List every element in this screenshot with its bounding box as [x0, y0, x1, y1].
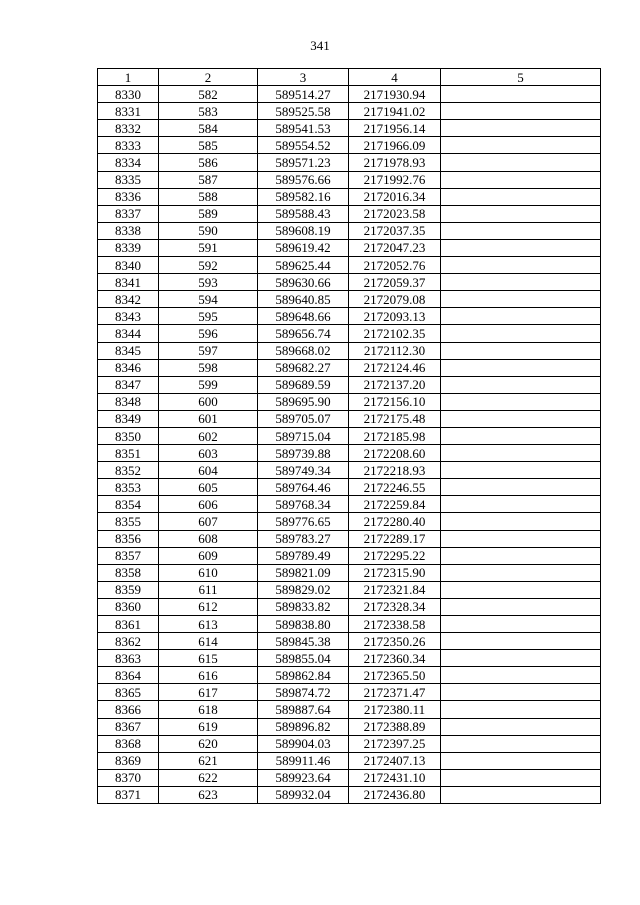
- table-row: [98, 257, 601, 274]
- table-cell: [441, 86, 601, 103]
- table-cell: [441, 667, 601, 684]
- table-cell: 589705.07: [258, 410, 349, 427]
- table-row: [98, 530, 601, 547]
- table-cell: 2172156.10: [349, 393, 441, 410]
- table-cell: 585: [159, 137, 258, 154]
- table-cell: 2171930.94: [349, 86, 441, 103]
- table-cell: 593: [159, 274, 258, 291]
- table-cell: 8342: [98, 291, 159, 308]
- table-cell: 8337: [98, 205, 159, 222]
- table-cell: [441, 616, 601, 633]
- table-cell: 8362: [98, 633, 159, 650]
- table-cell: 2171992.76: [349, 171, 441, 188]
- table-cell: 591: [159, 239, 258, 256]
- table-cell: 590: [159, 222, 258, 239]
- table-cell: 2172315.90: [349, 564, 441, 581]
- table-row: [98, 735, 601, 752]
- column-header: 3: [258, 69, 349, 86]
- table-cell: 8332: [98, 120, 159, 137]
- table-cell: [441, 239, 601, 256]
- table-cell: 611: [159, 581, 258, 598]
- table-cell: 2172246.55: [349, 479, 441, 496]
- table-cell: 589608.19: [258, 222, 349, 239]
- table-cell: 8346: [98, 359, 159, 376]
- table-cell: 589648.66: [258, 308, 349, 325]
- table-cell: 589514.27: [258, 86, 349, 103]
- table-row: [98, 786, 601, 803]
- table-cell: 2172436.80: [349, 786, 441, 803]
- table-cell: [441, 786, 601, 803]
- table-cell: 588: [159, 188, 258, 205]
- table-cell: 619: [159, 718, 258, 735]
- table-cell: 589: [159, 205, 258, 222]
- table-row: [98, 325, 601, 342]
- table-cell: 587: [159, 171, 258, 188]
- table-cell: 589525.58: [258, 103, 349, 120]
- table-cell: [441, 359, 601, 376]
- table-row: [98, 633, 601, 650]
- table-row: [98, 496, 601, 513]
- table-cell: [441, 564, 601, 581]
- table-cell: [441, 496, 601, 513]
- table-header-row: [98, 69, 601, 86]
- table-cell: [441, 684, 601, 701]
- table-cell: 589911.46: [258, 752, 349, 769]
- table-row: [98, 547, 601, 564]
- table-row: [98, 308, 601, 325]
- table-cell: 605: [159, 479, 258, 496]
- table-cell: 589668.02: [258, 342, 349, 359]
- column-header: 1: [98, 69, 159, 86]
- table-cell: 8333: [98, 137, 159, 154]
- table-cell: 604: [159, 462, 258, 479]
- table-cell: [441, 701, 601, 718]
- table-cell: 603: [159, 445, 258, 462]
- table-row: [98, 205, 601, 222]
- table-cell: [441, 274, 601, 291]
- table-cell: 8366: [98, 701, 159, 718]
- table-row: [98, 718, 601, 735]
- table-cell: 589576.66: [258, 171, 349, 188]
- table-cell: [441, 325, 601, 342]
- table-cell: [441, 530, 601, 547]
- table-cell: 589630.66: [258, 274, 349, 291]
- table-cell: 8351: [98, 445, 159, 462]
- table-cell: 8365: [98, 684, 159, 701]
- table-cell: 589776.65: [258, 513, 349, 530]
- table-cell: 2172093.13: [349, 308, 441, 325]
- table-cell: [441, 257, 601, 274]
- column-header: 4: [349, 69, 441, 86]
- table-cell: 2172397.25: [349, 735, 441, 752]
- table-row: [98, 598, 601, 615]
- table-cell: 8345: [98, 342, 159, 359]
- table-cell: [441, 154, 601, 171]
- table-cell: 2171956.14: [349, 120, 441, 137]
- table-cell: 589625.44: [258, 257, 349, 274]
- table-cell: 8371: [98, 786, 159, 803]
- table-cell: 623: [159, 786, 258, 803]
- table-row: [98, 239, 601, 256]
- table-cell: 607: [159, 513, 258, 530]
- table-row: [98, 445, 601, 462]
- table-cell: 8370: [98, 769, 159, 786]
- table-cell: 612: [159, 598, 258, 615]
- table-row: [98, 684, 601, 701]
- table-cell: 2172388.89: [349, 718, 441, 735]
- table-row: [98, 222, 601, 239]
- table-cell: [441, 205, 601, 222]
- table-cell: 589619.42: [258, 239, 349, 256]
- table-cell: 2172079.08: [349, 291, 441, 308]
- table-cell: 589715.04: [258, 427, 349, 444]
- table-cell: 589656.74: [258, 325, 349, 342]
- table-cell: 8363: [98, 650, 159, 667]
- table-row: [98, 393, 601, 410]
- table-cell: [441, 547, 601, 564]
- table-cell: 2172295.22: [349, 547, 441, 564]
- table-cell: 8340: [98, 257, 159, 274]
- table-cell: 2172102.35: [349, 325, 441, 342]
- table-cell: [441, 513, 601, 530]
- table-cell: 596: [159, 325, 258, 342]
- table-row: [98, 188, 601, 205]
- table-cell: 8348: [98, 393, 159, 410]
- table-row: [98, 667, 601, 684]
- table-cell: 8350: [98, 427, 159, 444]
- table-cell: 597: [159, 342, 258, 359]
- table-cell: 589932.04: [258, 786, 349, 803]
- table-cell: 8336: [98, 188, 159, 205]
- table-row: [98, 581, 601, 598]
- table-cell: 8352: [98, 462, 159, 479]
- table-cell: 2172218.93: [349, 462, 441, 479]
- table-cell: 8339: [98, 239, 159, 256]
- table-cell: 606: [159, 496, 258, 513]
- table-cell: [441, 222, 601, 239]
- table-row: [98, 462, 601, 479]
- table-cell: 2172124.46: [349, 359, 441, 376]
- table-cell: 589682.27: [258, 359, 349, 376]
- table-row: [98, 86, 601, 103]
- table-row: [98, 701, 601, 718]
- table-cell: 592: [159, 257, 258, 274]
- table-cell: 589789.49: [258, 547, 349, 564]
- table-cell: 2171941.02: [349, 103, 441, 120]
- table-cell: 600: [159, 393, 258, 410]
- table-cell: 598: [159, 359, 258, 376]
- table-cell: [441, 393, 601, 410]
- table-row: [98, 427, 601, 444]
- table-row: [98, 154, 601, 171]
- table-cell: 8369: [98, 752, 159, 769]
- page-number: 341: [310, 38, 330, 53]
- table-cell: 8338: [98, 222, 159, 239]
- table-cell: 589838.80: [258, 616, 349, 633]
- table-cell: 2172052.76: [349, 257, 441, 274]
- table-cell: 8364: [98, 667, 159, 684]
- table-cell: 2171978.93: [349, 154, 441, 171]
- table-row: [98, 342, 601, 359]
- table-cell: [441, 308, 601, 325]
- table-cell: 8334: [98, 154, 159, 171]
- table-cell: 8359: [98, 581, 159, 598]
- table-cell: 589923.64: [258, 769, 349, 786]
- table-cell: 583: [159, 103, 258, 120]
- table-cell: [441, 291, 601, 308]
- table-cell: [441, 137, 601, 154]
- table-cell: [441, 445, 601, 462]
- table-cell: 589833.82: [258, 598, 349, 615]
- table-row: [98, 752, 601, 769]
- table-cell: 2172360.34: [349, 650, 441, 667]
- table-cell: 610: [159, 564, 258, 581]
- table-cell: [441, 410, 601, 427]
- table-cell: 589896.82: [258, 718, 349, 735]
- table-row: [98, 513, 601, 530]
- table-cell: 8349: [98, 410, 159, 427]
- table-row: [98, 410, 601, 427]
- table-cell: 609: [159, 547, 258, 564]
- table-cell: 595: [159, 308, 258, 325]
- table-row: [98, 769, 601, 786]
- table-cell: 622: [159, 769, 258, 786]
- table-cell: 589904.03: [258, 735, 349, 752]
- table-cell: 2172280.40: [349, 513, 441, 530]
- table-cell: 589768.34: [258, 496, 349, 513]
- table-cell: 589541.53: [258, 120, 349, 137]
- table-cell: 2172350.26: [349, 633, 441, 650]
- table-cell: 2172365.50: [349, 667, 441, 684]
- table-cell: 8368: [98, 735, 159, 752]
- table-cell: [441, 103, 601, 120]
- table-row: [98, 291, 601, 308]
- table-cell: 8347: [98, 376, 159, 393]
- table-row: [98, 564, 601, 581]
- table-cell: 8355: [98, 513, 159, 530]
- table-cell: 589582.16: [258, 188, 349, 205]
- table-cell: [441, 427, 601, 444]
- table-cell: [441, 462, 601, 479]
- table-cell: 589749.34: [258, 462, 349, 479]
- table-cell: [441, 188, 601, 205]
- table-cell: 2172185.98: [349, 427, 441, 444]
- table-row: [98, 479, 601, 496]
- table-cell: 2172380.11: [349, 701, 441, 718]
- table-cell: 2172208.60: [349, 445, 441, 462]
- table-cell: 601: [159, 410, 258, 427]
- table-cell: 8343: [98, 308, 159, 325]
- table-cell: 617: [159, 684, 258, 701]
- table-cell: 589862.84: [258, 667, 349, 684]
- table-cell: 594: [159, 291, 258, 308]
- table-cell: 589695.90: [258, 393, 349, 410]
- table-cell: 589874.72: [258, 684, 349, 701]
- table-cell: 2172112.30: [349, 342, 441, 359]
- table-cell: 8357: [98, 547, 159, 564]
- table-cell: 589689.59: [258, 376, 349, 393]
- table-cell: 2172338.58: [349, 616, 441, 633]
- table-cell: 613: [159, 616, 258, 633]
- table-cell: [441, 479, 601, 496]
- table-cell: 2172059.37: [349, 274, 441, 291]
- table-cell: 584: [159, 120, 258, 137]
- table-cell: 614: [159, 633, 258, 650]
- table-cell: 589764.46: [258, 479, 349, 496]
- table-cell: 2172259.84: [349, 496, 441, 513]
- table-cell: 8367: [98, 718, 159, 735]
- table-cell: 589640.85: [258, 291, 349, 308]
- table-cell: [441, 633, 601, 650]
- table-row: [98, 137, 601, 154]
- table-cell: 2172371.47: [349, 684, 441, 701]
- table-cell: 8360: [98, 598, 159, 615]
- table-cell: 8358: [98, 564, 159, 581]
- table-cell: [441, 752, 601, 769]
- table-body: [98, 86, 601, 804]
- table-cell: [441, 376, 601, 393]
- table-cell: 621: [159, 752, 258, 769]
- table-cell: 2172289.17: [349, 530, 441, 547]
- table-row: [98, 616, 601, 633]
- table-cell: 586: [159, 154, 258, 171]
- table-cell: 8330: [98, 86, 159, 103]
- table-cell: [441, 598, 601, 615]
- table-cell: 582: [159, 86, 258, 103]
- table-cell: 2172175.48: [349, 410, 441, 427]
- table-cell: [441, 120, 601, 137]
- table-cell: [441, 171, 601, 188]
- table-cell: 602: [159, 427, 258, 444]
- table-cell: [441, 342, 601, 359]
- table-cell: 589588.43: [258, 205, 349, 222]
- table-cell: 2172037.35: [349, 222, 441, 239]
- table-cell: 599: [159, 376, 258, 393]
- table-cell: [441, 769, 601, 786]
- table-cell: 8344: [98, 325, 159, 342]
- table-cell: 608: [159, 530, 258, 547]
- table-cell: 8353: [98, 479, 159, 496]
- table-cell: 589855.04: [258, 650, 349, 667]
- table-cell: [441, 735, 601, 752]
- table-cell: 2172047.23: [349, 239, 441, 256]
- table-cell: 2172431.10: [349, 769, 441, 786]
- table-cell: 589829.02: [258, 581, 349, 598]
- table-cell: 8331: [98, 103, 159, 120]
- table-cell: 2172407.13: [349, 752, 441, 769]
- table-cell: 589887.64: [258, 701, 349, 718]
- table-cell: 589554.52: [258, 137, 349, 154]
- table-cell: 589571.23: [258, 154, 349, 171]
- table-cell: 589739.88: [258, 445, 349, 462]
- table-row: [98, 376, 601, 393]
- table-row: [98, 103, 601, 120]
- table-cell: [441, 718, 601, 735]
- table-cell: [441, 650, 601, 667]
- table-cell: 589845.38: [258, 633, 349, 650]
- table-cell: 589821.09: [258, 564, 349, 581]
- table-row: [98, 274, 601, 291]
- table-cell: 8361: [98, 616, 159, 633]
- table-row: [98, 120, 601, 137]
- column-header: 2: [159, 69, 258, 86]
- table-row: [98, 171, 601, 188]
- table-cell: 8354: [98, 496, 159, 513]
- table-cell: 2172137.20: [349, 376, 441, 393]
- table-row: [98, 359, 601, 376]
- table-cell: 616: [159, 667, 258, 684]
- table-cell: 8335: [98, 171, 159, 188]
- table-cell: 615: [159, 650, 258, 667]
- table-cell: 2172016.34: [349, 188, 441, 205]
- table-cell: 2171966.09: [349, 137, 441, 154]
- table-cell: 618: [159, 701, 258, 718]
- table-cell: 2172023.58: [349, 205, 441, 222]
- coordinates-table: [97, 68, 601, 804]
- table-cell: 589783.27: [258, 530, 349, 547]
- column-header: 5: [441, 69, 601, 86]
- table-cell: 2172321.84: [349, 581, 441, 598]
- table-cell: 8341: [98, 274, 159, 291]
- table-cell: 620: [159, 735, 258, 752]
- table-cell: 8356: [98, 530, 159, 547]
- table-cell: [441, 581, 601, 598]
- table-row: [98, 650, 601, 667]
- table-cell: 2172328.34: [349, 598, 441, 615]
